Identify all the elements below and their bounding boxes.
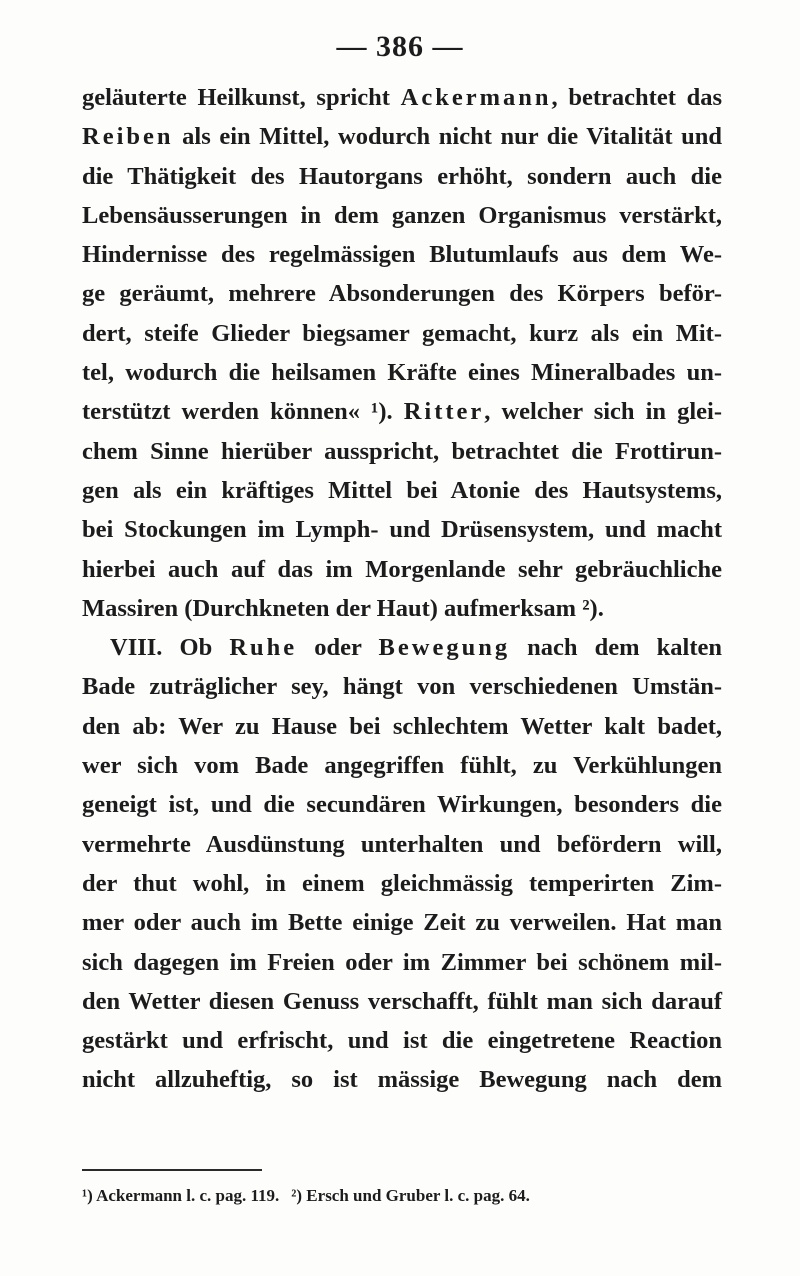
text-line: gen als ein kräftiges Mittel bei Atonie des Hautsystems,	[82, 476, 722, 504]
text-line: die Thätigkeit des Hautorgans erhöht, sondern auch die	[82, 162, 722, 190]
text-line: Lebensäusserungen in dem ganzen Organismus verstärkt,	[82, 201, 722, 229]
spaced-name-ackermann: Ackermann	[400, 84, 552, 111]
text-line: gestärkt und erfrischt, und ist die eingetretene Reaction	[82, 1027, 722, 1055]
text-line: der thut wohl, in einem gleichmässig temperirten Zim-	[82, 869, 722, 897]
text-line: Bade zuträglicher sey, hängt von verschiedenen Umstän-	[82, 673, 722, 701]
text-line: bei Stockungen im Lymph- und Drüsensystem, und macht	[82, 516, 722, 544]
text-line: den Wetter diesen Genuss verschafft, fühlt man sich darauf	[82, 987, 722, 1015]
text-line: chem Sinne hierüber ausspricht, betrachtet die Frottirun-	[82, 437, 722, 465]
footnotes	[82, 1186, 722, 1206]
footnote-1: ¹) Ackermann l. c. pag. 119.	[82, 1186, 280, 1205]
text-line: sich dagegen im Freien oder im Zimmer bei schönem mil-	[82, 948, 722, 976]
text-line: vermehrte Ausdünstung unterhalten und befördern will,	[82, 830, 722, 858]
text-line: mer oder auch im Bette einige Zeit zu verweilen. Hat man	[82, 909, 722, 937]
text-line: terstützt werden können« ¹). Ritter, welcher sich in glei-	[82, 398, 722, 426]
spaced-name-ritter: Ritter	[403, 398, 485, 426]
footnote-2: ²) Ersch und Gruber l. c. pag. 64.	[291, 1186, 530, 1205]
text-line: geläuterte Heilkunst, spricht Ackermann, betrachtet das	[82, 84, 722, 111]
text-line: Reiben als ein Mittel, wodurch nicht nur die Vitalität und	[82, 123, 722, 151]
section-heading-line: VIII. Ob Ruhe oder Bewegung nach dem kalten	[110, 634, 722, 662]
page-number: — 386 —	[336, 30, 464, 63]
text-line: geneigt ist, und die secundären Wirkungen, besonders die	[82, 791, 722, 819]
text-line: ge geräumt, mehrere Absonderungen des Körpers beför-	[82, 280, 722, 308]
text-line: den ab: Wer zu Hause bei schlechtem Wetter kalt badet,	[82, 712, 722, 740]
text-line: nicht allzuheftig, so ist mässige Bewegung nach dem	[82, 1066, 722, 1094]
spaced-word-reiben: Reiben	[82, 123, 174, 151]
spaced-word-bewegung: Bewegung	[378, 634, 511, 662]
body-text	[82, 78, 722, 1100]
footnote-divider	[82, 1169, 262, 1171]
text-line: dert, steife Glieder biegsamer gemacht, kurz als ein Mit-	[82, 319, 722, 347]
text-line: hierbei auch auf das im Morgenlande sehr gebräuchliche	[82, 555, 722, 583]
text-line: Hindernisse des regelmässigen Blutumlaufs aus dem We-	[82, 241, 722, 269]
text-line: wer sich vom Bade angegriffen fühlt, zu Verkühlungen	[82, 752, 722, 780]
spaced-word-ruhe: Ruhe	[229, 634, 298, 662]
text-line: Massiren (Durchkneten der Haut) aufmerksam ²).	[82, 594, 604, 622]
text-line: tel, wodurch die heilsamen Kräfte eines Mineralbades un-	[82, 359, 722, 387]
